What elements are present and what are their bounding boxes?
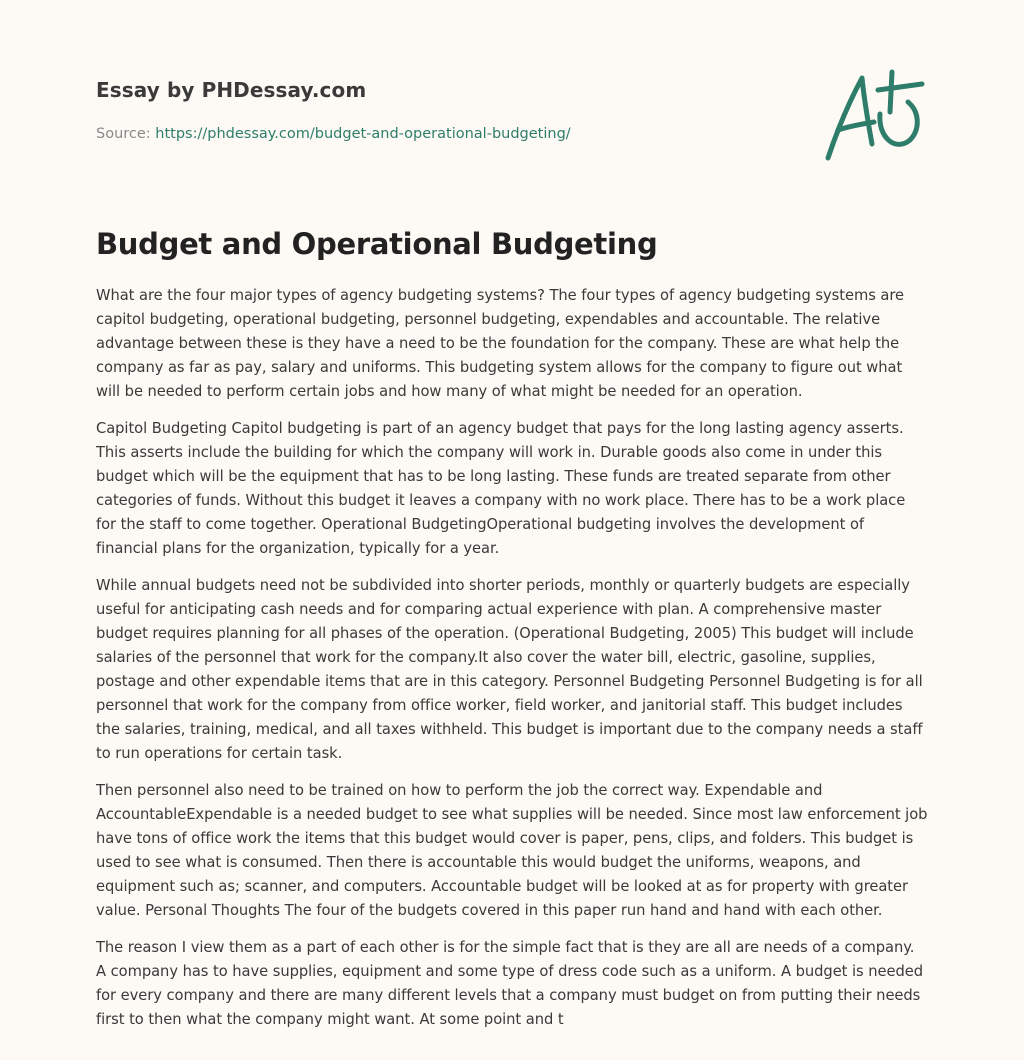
essay-paragraph: While annual budgets need not be subdivided into shorter periods, monthly or quarterly budgets are especially useful for anticipating cash needs and for comparing actual experience with plan. A comprehensive master budget requires planning for all phases of the operation. (Operational Budgeting, 2005) This budget will include salaries of the personnel that work for the company.It also cover the water bill, electric, gasoline, supplies, postage and other expendable items that are in this category. Personnel Budgeting Personnel Budgeting is for all personnel that work for the company from office worker, field worker, and janitorial staff. This budget includes the salaries, training, medical, and all taxes withheld. This budget is important due to the company needs a staff to run operations for certain task. xyxy=(96,577,923,762)
essay-body xyxy=(96,284,928,1045)
a-plus-grade-icon xyxy=(822,68,932,168)
essay-paragraph: Capitol Budgeting Capitol budgeting is part of an agency budget that pays for the long lasting agency asserts. This asserts include the building for which the company will work in. Durable goods also come in under this budget which will be the equipment that has to be long lasting. These funds are treated separate from other categories of funds. Without this budget it leaves a company with no work place. There has to be a work place for the staff to come together. Operational BudgetingOperational budgeting involves the development of financial plans for the organization, typically for a year. xyxy=(96,420,906,557)
essay-paragraph: Then personnel also need to be trained on how to perform the job the correct way. Expendable and AccountableExpendable is a needed budget to see what supplies will be needed. Since most law enforcement job have tons of office work the items that this budget would cover is paper, pens, clips, and folders. This budget is used to see what is consumed. Then there is accountable this would budget the uniforms, weapons, and equipment such as; scanner, and computers. Accountable budget will be looked at as for property with greater value. Personal Thoughts The four of the budgets covered in this paper run hand and hand with each other. xyxy=(96,782,928,919)
essay-paragraph: The reason I view them as a part of each other is for the simple fact that is they are all are needs of a company. A company has to have supplies, equipment and some type of dress code such as a uniform. A budget is needed for every company and there are many different levels that a company must budget on from putting their needs first to then what the company might want. At some point and t xyxy=(96,939,924,1028)
essay-paragraph: What are the four major types of agency budgeting systems? The four types of agency budgeting systems are capitol budgeting, operational budgeting, personnel budgeting, expendables and accountable. The relative advantage between these is they have a need to be the foundation for the company. These are what help the company as far as pay, salary and uniforms. This budgeting system allows for the company to figure out what will be needed to perform certain jobs and how many of what might be needed for an operation. xyxy=(96,287,905,400)
a-plus-grade-icon-graphic xyxy=(822,68,932,168)
site-brand: Essay by PHDessay.com xyxy=(96,78,367,102)
essay-title: Budget and Operational Budgeting xyxy=(96,227,658,261)
source-line xyxy=(96,124,816,144)
page-header xyxy=(96,76,816,144)
source-label: Source: xyxy=(96,126,156,142)
source-link[interactable]: https://phdessay.com/budget-and-operational-budgeting/ xyxy=(155,126,571,142)
